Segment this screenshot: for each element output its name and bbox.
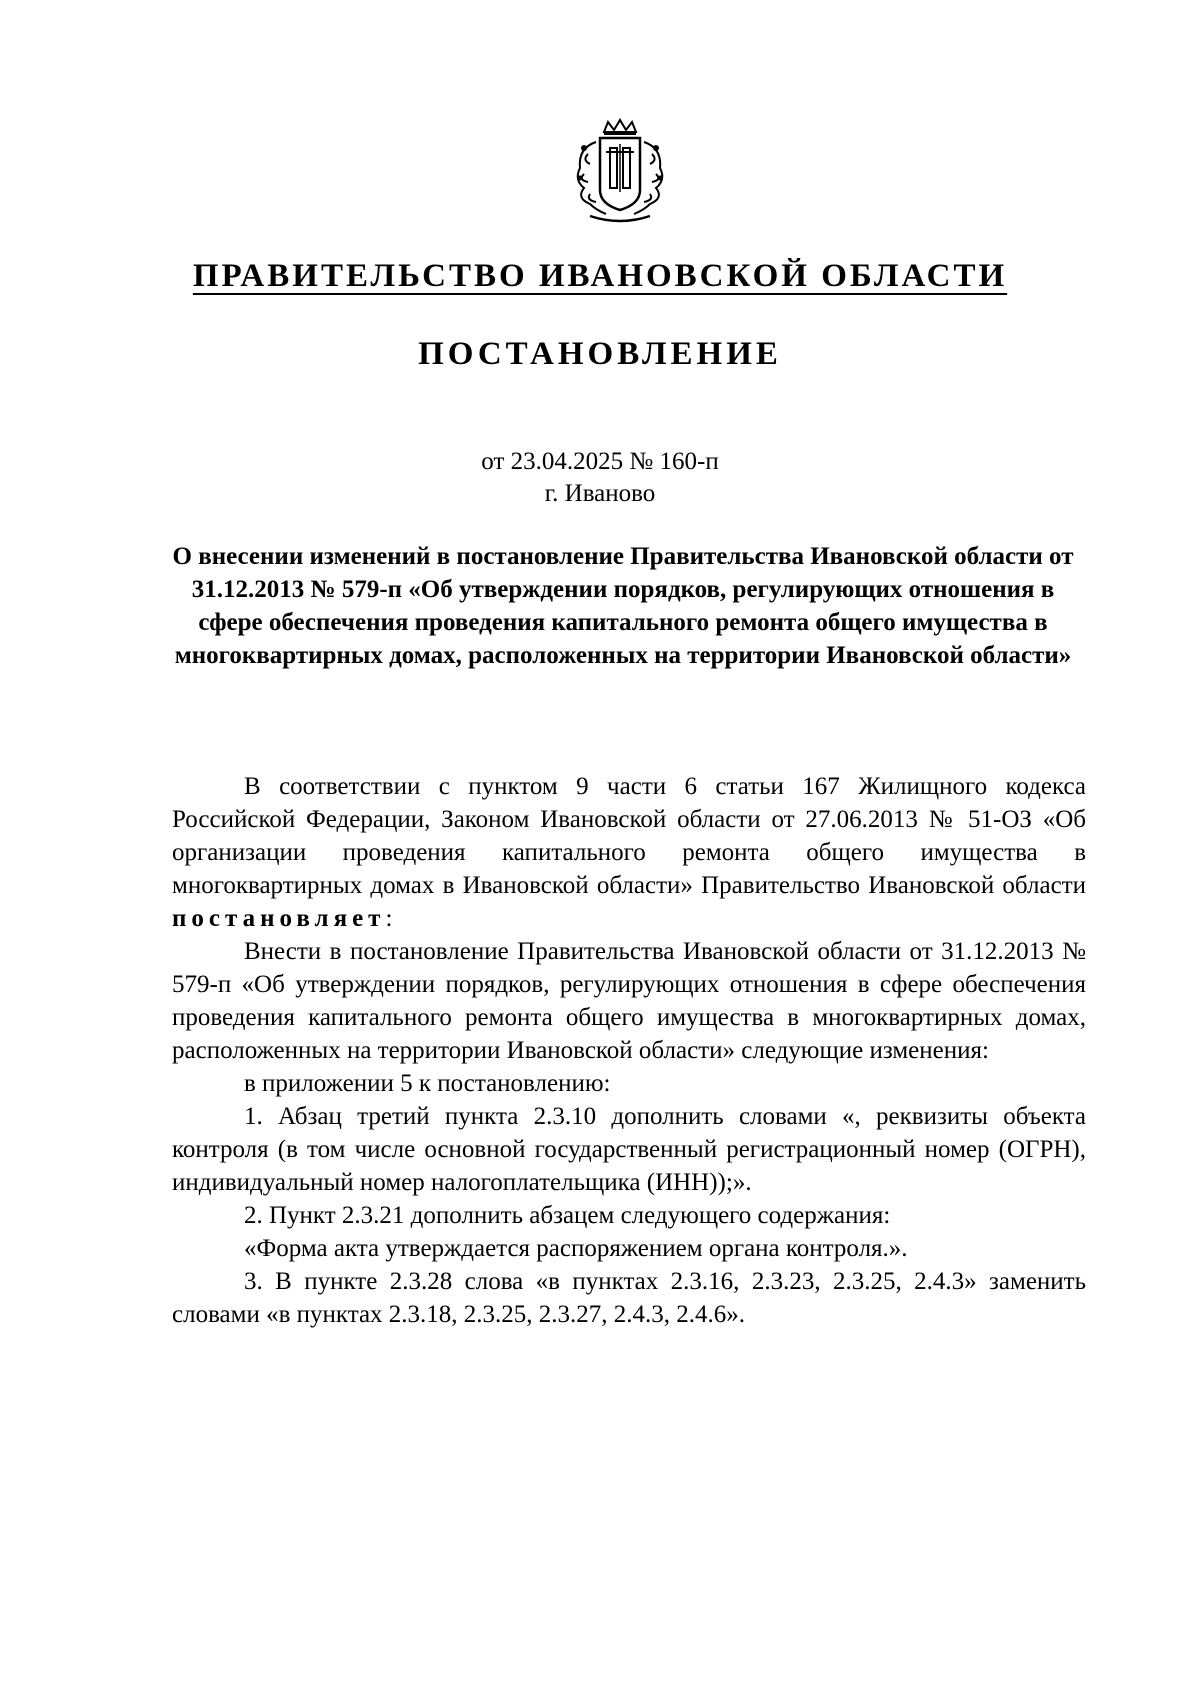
document-city: г. Иваново	[544, 480, 656, 507]
body-paragraph: в приложении 5 к постановлению:	[244, 1070, 611, 1097]
document-date-number: от 23.04.2025 № 160-п	[481, 448, 719, 475]
document-subject: О внесении изменений в постановление Правительства Ивановской области от 31.12.2013 № 579-п «Об утверждении порядков, регулирующих отношения в сфере обеспечения проведения капитального ремонта общего имущества в многоквартирных домах, расположенных на территории Ивановской области»	[172, 543, 1074, 669]
organization-title-text: ПРАВИТЕЛЬСТВО ИВАНОВСКОЙ ОБЛАСТИ	[192, 258, 1008, 294]
body-paragraph: 3. В пункте 2.3.28 слова «в пунктах 2.3.16, 2.3.23, 2.3.25, 2.4.3» заменить словами «в пунктах 2.3.18, 2.3.25, 2.3.27, 2.4.3, 2.4.6».	[172, 1268, 1086, 1328]
body-paragraph: «Форма акта утверждается распоряжением органа контроля.».	[244, 1235, 908, 1262]
document-type: ПОСТАНОВЛЕНИЕ	[418, 336, 782, 372]
document-body	[172, 770, 1086, 1331]
decree-colon: :	[385, 905, 393, 932]
coat-of-arms-icon	[560, 118, 680, 226]
body-paragraph: 1. Абзац третий пункта 2.3.10 дополнить словами «, реквизиты объекта контроля (в том числе основной государственный регистрационный номер (ОГРН), индивидуальный номер налогоплательщика (ИНН));».	[172, 1103, 1086, 1196]
preamble-text: В соответствии с пунктом 9 части 6 статьи 167 Жилищного кодекса Российской Федерации, Законом Ивановской области от 27.06.2013 № 51-ОЗ «Об организации проведения капитального ремонта общего имущества в многоквартирных домах в Ивановской области» Правительство Ивановской области	[172, 773, 1086, 899]
decree-word: постановляет	[172, 905, 386, 932]
organization-title	[0, 258, 1200, 295]
preamble-paragraph	[172, 770, 1086, 935]
body-paragraph: Внести в постановление Правительства Ивановской области от 31.12.2013 № 579-п «Об утверждении порядков, регулирующих отношения в сфере обеспечения проведения капитального ремонта общего имущества в многоквартирных домах, расположенных на территории Ивановской области» следующие изменения:	[172, 938, 1086, 1064]
body-paragraph: 2. Пункт 2.3.21 дополнить абзацем следующего содержания:	[244, 1202, 891, 1229]
